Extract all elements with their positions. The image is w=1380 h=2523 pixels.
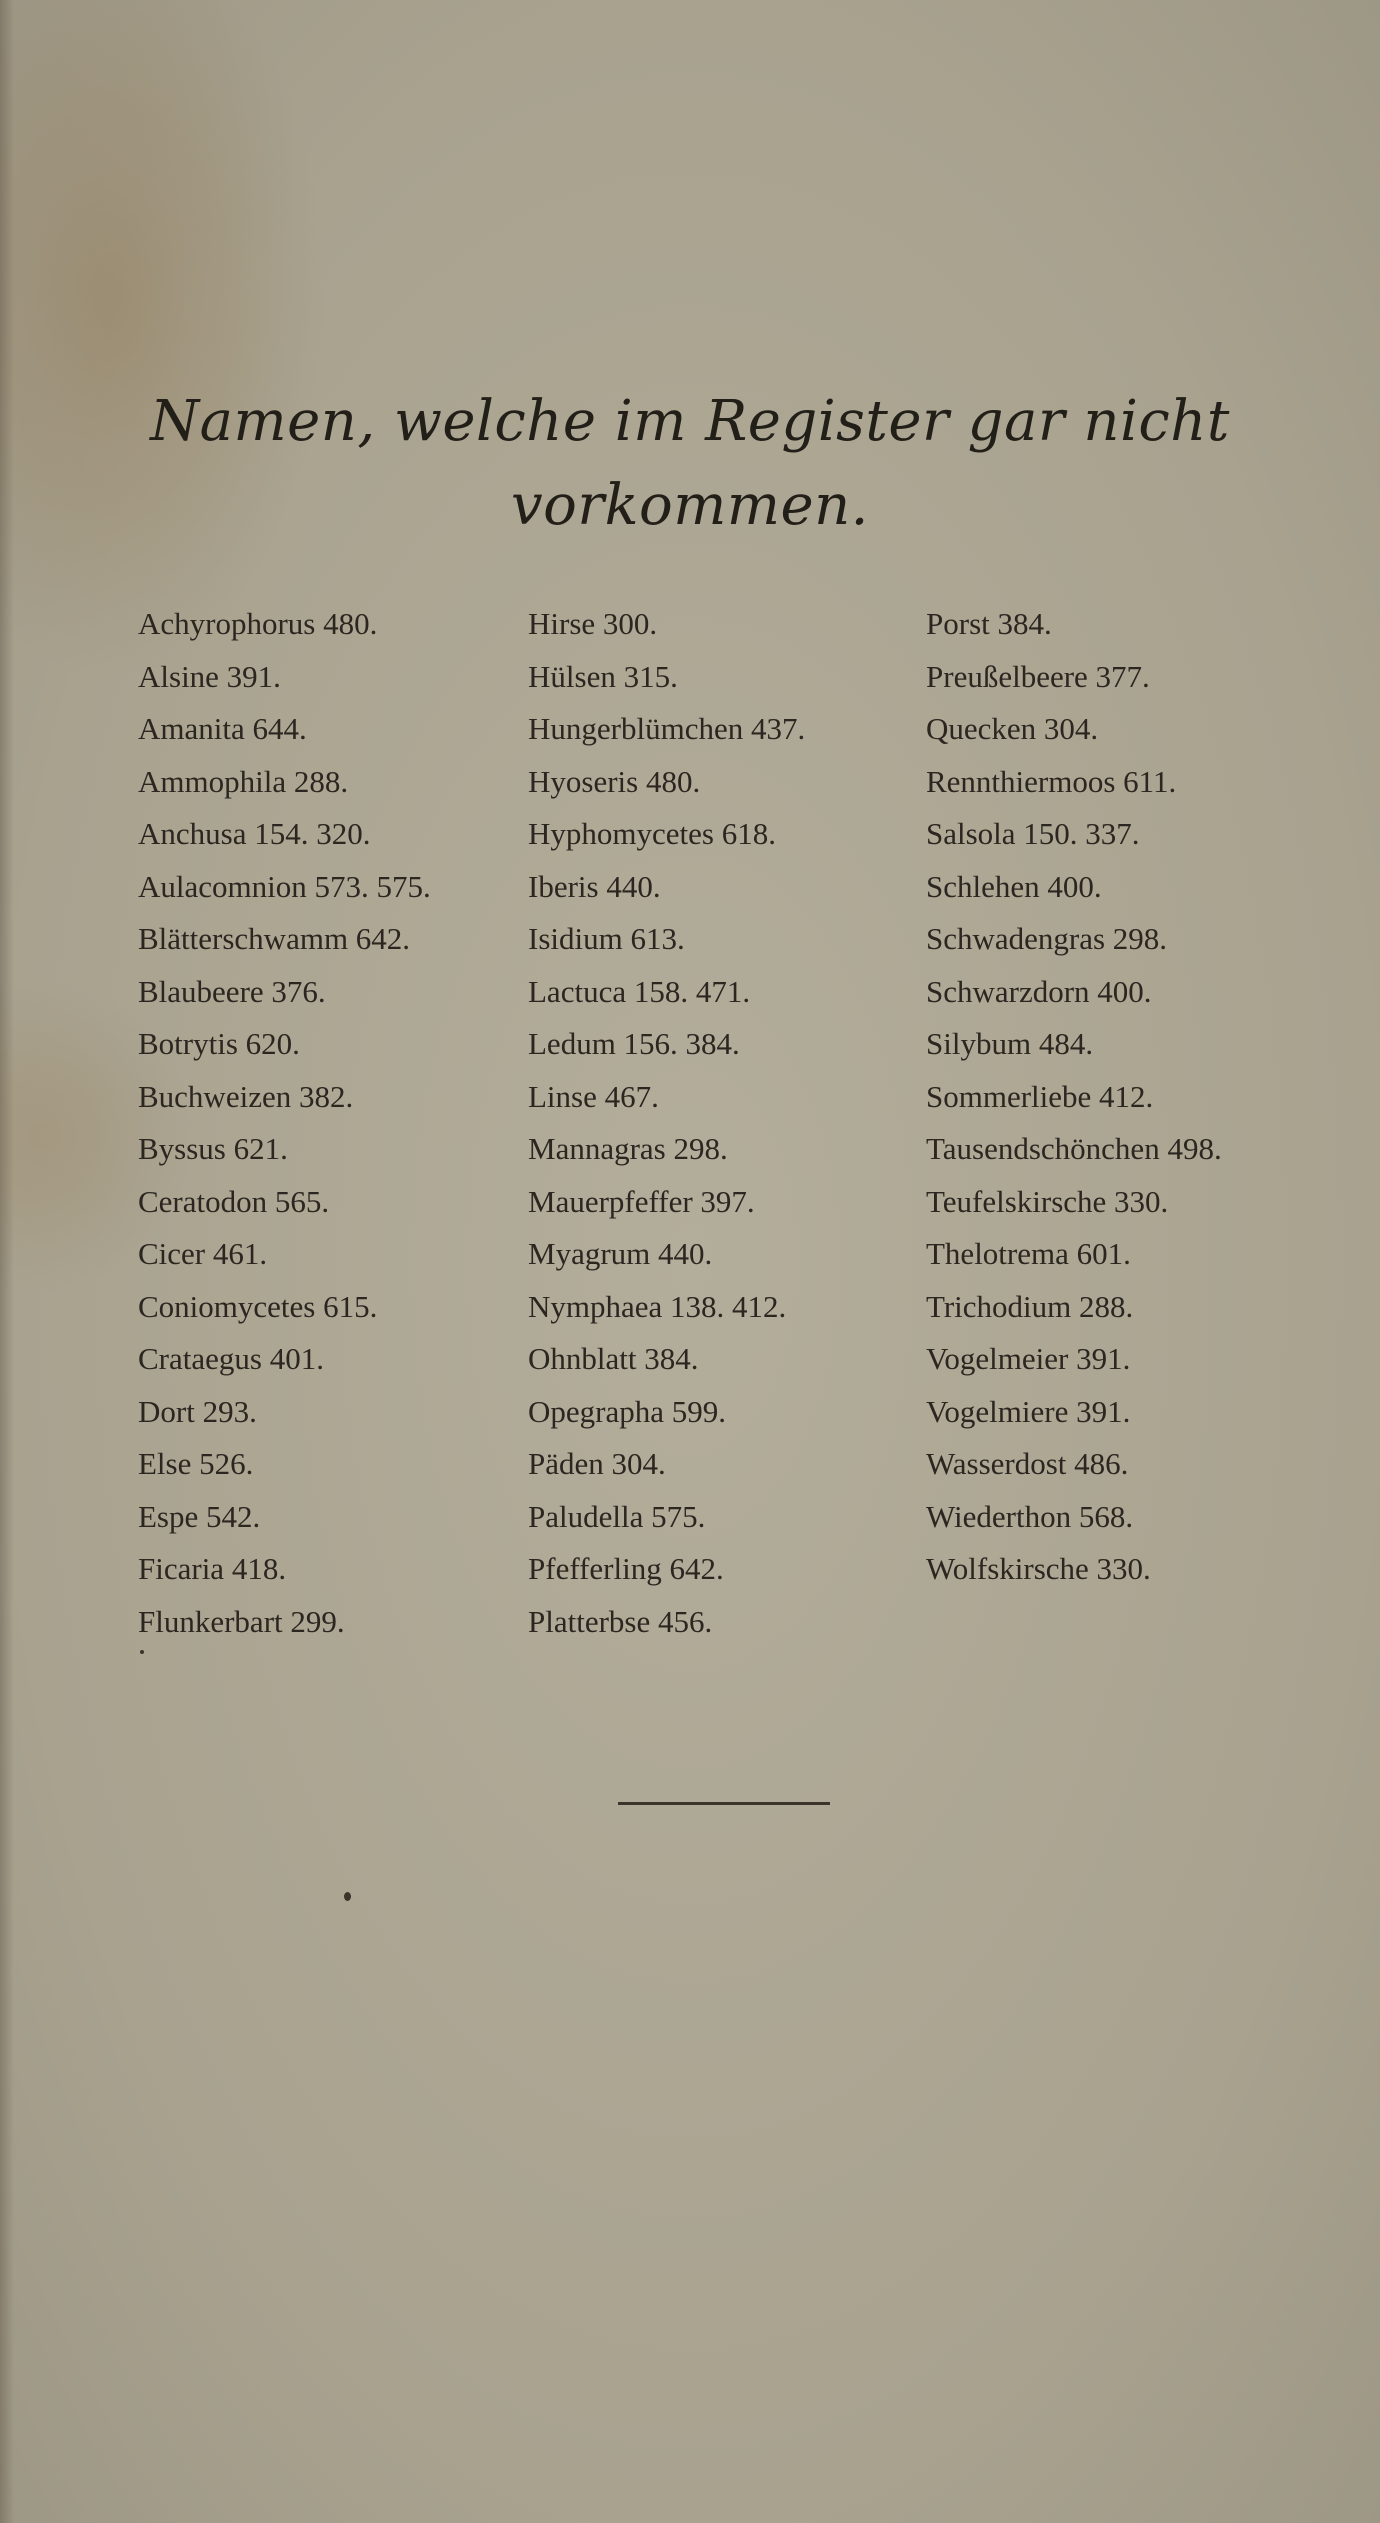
index-entry: Trichodium 288.: [926, 1288, 1134, 1324]
index-entry: Myagrum 440.: [528, 1236, 713, 1271]
index-entry: Hungerblümchen 437.: [528, 711, 806, 746]
index-entry: Blaubeere 376.: [138, 973, 326, 1009]
index-entry: Pfefferling 642.: [528, 1551, 724, 1586]
index-entry: Wolfskirsche 330.: [926, 1551, 1151, 1586]
index-entry: Flunkerbart 299.: [138, 1603, 345, 1639]
page-title: [0, 380, 1380, 548]
index-entry: Porst 384.: [926, 606, 1052, 641]
index-entry: Hülsen 315.: [528, 658, 678, 694]
index-column-3: [926, 598, 1222, 1596]
index-entry: Silybum 484.: [926, 1026, 1094, 1061]
index-column-1: [138, 598, 431, 1648]
index-entry: Vogelmeier 391.: [926, 1341, 1131, 1376]
index-entry: Achyrophorus 480.: [138, 606, 378, 641]
index-entry: Ceratodon 565.: [138, 1183, 330, 1219]
index-entry: Wiederthon 568.: [926, 1498, 1134, 1534]
index-entry: Teufelskirsche 330.: [926, 1183, 1169, 1219]
index-entry: Byssus 621.: [138, 1131, 288, 1166]
index-entry: Hirse 300.: [528, 606, 658, 641]
index-entry: Buchweizen 382.: [138, 1078, 354, 1114]
index-entry: Amanita 644.: [138, 711, 307, 746]
index-entry: Botrytis 620.: [138, 1026, 300, 1061]
index-column-2: [528, 598, 805, 1648]
index-entry: Isidium 613.: [528, 921, 685, 956]
index-entry: Paludella 575.: [528, 1498, 706, 1534]
index-entry: Vogelmiere 391.: [926, 1393, 1131, 1429]
index-entry: Sommerliebe 412.: [926, 1078, 1154, 1114]
index-entry: Linse 467.: [528, 1078, 659, 1114]
index-entry: Ficaria 418.: [138, 1551, 287, 1586]
index-entry: Preußelbeere 377.: [926, 658, 1150, 694]
index-entry: Ammophila 288.: [138, 763, 349, 799]
index-entry: Quecken 304.: [926, 711, 1099, 746]
title-line-1: Namen, welche im Register gar nicht: [150, 389, 1230, 454]
index-entry: Dort 293.: [138, 1393, 257, 1429]
index-entry: Rennthiermoos 611.: [926, 763, 1177, 799]
index-entry: Lactuca 158. 471.: [528, 973, 751, 1009]
index-entry: Salsola 150. 337.: [926, 816, 1140, 851]
index-entry: Schwarzdorn 400.: [926, 973, 1152, 1009]
index-entry: Cicer 461.: [138, 1236, 268, 1271]
index-entry: Blätterschwamm 642.: [138, 921, 411, 956]
index-entry: Thelotrema 601.: [926, 1236, 1131, 1271]
index-entry: Else 526.: [138, 1446, 254, 1481]
index-entry: Ledum 156. 384.: [528, 1026, 740, 1061]
index-entry: Wasserdost 486.: [926, 1446, 1129, 1481]
end-rule: [618, 1802, 830, 1805]
index-entry: Ohnblatt 384.: [528, 1341, 699, 1376]
index-entry: Anchusa 154. 320.: [138, 816, 371, 851]
index-entry: Coniomycetes 615.: [138, 1288, 378, 1324]
index-entry: Espe 542.: [138, 1498, 261, 1534]
index-entry: Nymphaea 138. 412.: [528, 1288, 787, 1324]
index-entry: Mannagras 298.: [528, 1131, 728, 1166]
index-entry: Mauerpfeffer 397.: [528, 1183, 755, 1219]
index-entry: Iberis 440.: [528, 868, 661, 904]
index-entry: Aulacomnion 573. 575.: [138, 868, 431, 904]
index-entry: Platterbse 456.: [528, 1603, 713, 1639]
index-entry: Crataegus 401.: [138, 1341, 324, 1376]
index-entry: Schlehen 400.: [926, 868, 1102, 904]
ink-speck: [344, 1892, 351, 1901]
index-entry: Tausendschönchen 498.: [926, 1131, 1222, 1166]
index-entry: Alsine 391.: [138, 658, 281, 694]
index-entry: Opegrapha 599.: [528, 1393, 726, 1429]
page-edge-shadow: [0, 0, 14, 2523]
index-entry: Hyphomycetes 618.: [528, 816, 776, 851]
index-entry: Hyoseris 480.: [528, 763, 701, 799]
title-line-2: vorkommen.: [511, 473, 869, 538]
index-entry: Schwadengras 298.: [926, 921, 1168, 956]
index-entry: Päden 304.: [528, 1446, 666, 1481]
ink-speck: [140, 1650, 144, 1654]
